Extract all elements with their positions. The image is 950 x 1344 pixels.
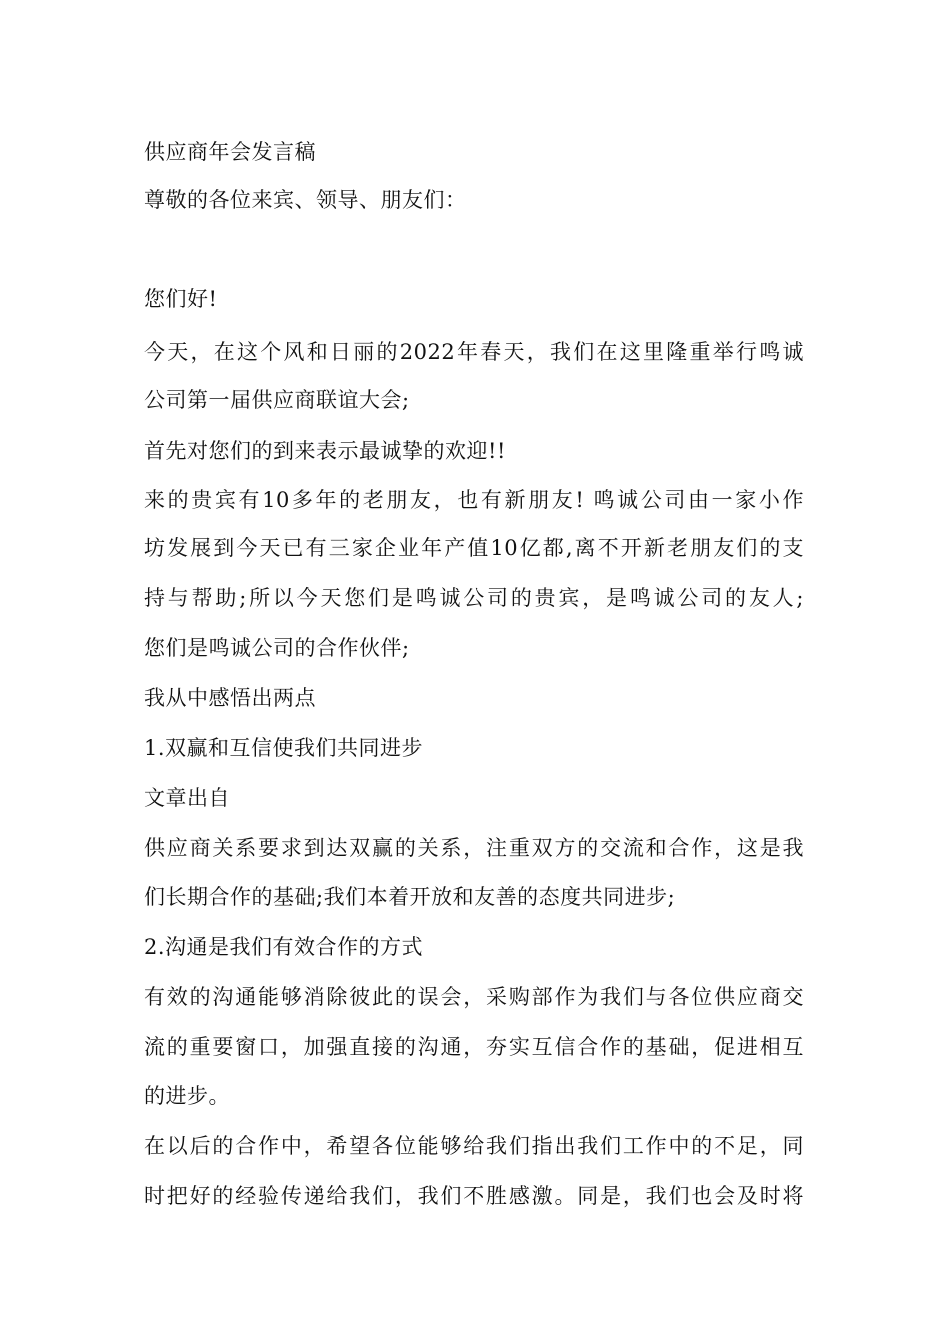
paragraph-line: 我从中感悟出两点 xyxy=(144,686,316,710)
paragraph-line: 时把好的经验传递给我们，我们不胜感激。同是，我们也会及时将 xyxy=(144,1184,804,1208)
paragraph-line: 您们是鸣诚公司的合作伙伴; xyxy=(144,636,410,660)
paragraph-line: 供应商关系要求到达双赢的关系，注重双方的交流和合作，这是我 xyxy=(144,836,804,860)
paragraph-line: 首先对您们的到来表示最诚挚的欢迎!! xyxy=(144,439,506,463)
paragraph-line: 公司第一届供应商联谊大会; xyxy=(144,388,410,412)
section-heading: 1.双赢和互信使我们共同进步 xyxy=(144,736,424,760)
section-heading: 2.沟通是我们有效合作的方式 xyxy=(144,935,424,959)
greeting: 您们好! xyxy=(144,287,218,311)
paragraph-line: 今天，在这个风和日丽的2022年春天，我们在这里隆重举行鸣诚 xyxy=(144,340,804,364)
paragraph-line: 流的重要窗口，加强直接的沟通，夯实互信合作的基础，促进相互 xyxy=(144,1035,804,1059)
salutation: 尊敬的各位来宾、领导、朋友们： xyxy=(144,188,467,212)
paragraph-line: 的进步。 xyxy=(144,1084,230,1108)
paragraph-line: 们长期合作的基础;我们本着开放和友善的态度共同进步; xyxy=(144,885,676,909)
paragraph-line: 坊发展到今天已有三家企业年产值10亿都,离不开新老朋友们的支 xyxy=(144,536,804,560)
paragraph-line: 有效的沟通能够消除彼此的误会，采购部作为我们与各位供应商交 xyxy=(144,985,804,1009)
paragraph-line: 来的贵宾有10多年的老朋友，也有新朋友! 鸣诚公司由一家小作 xyxy=(144,488,804,512)
document-title: 供应商年会发言稿 xyxy=(144,140,316,164)
paragraph-line: 文章出自 xyxy=(144,786,230,810)
paragraph-line: 在以后的合作中，希望各位能够给我们指出我们工作中的不足，同 xyxy=(144,1134,804,1158)
paragraph-line: 持与帮助;所以今天您们是鸣诚公司的贵宾，是鸣诚公司的友人; xyxy=(144,586,804,610)
